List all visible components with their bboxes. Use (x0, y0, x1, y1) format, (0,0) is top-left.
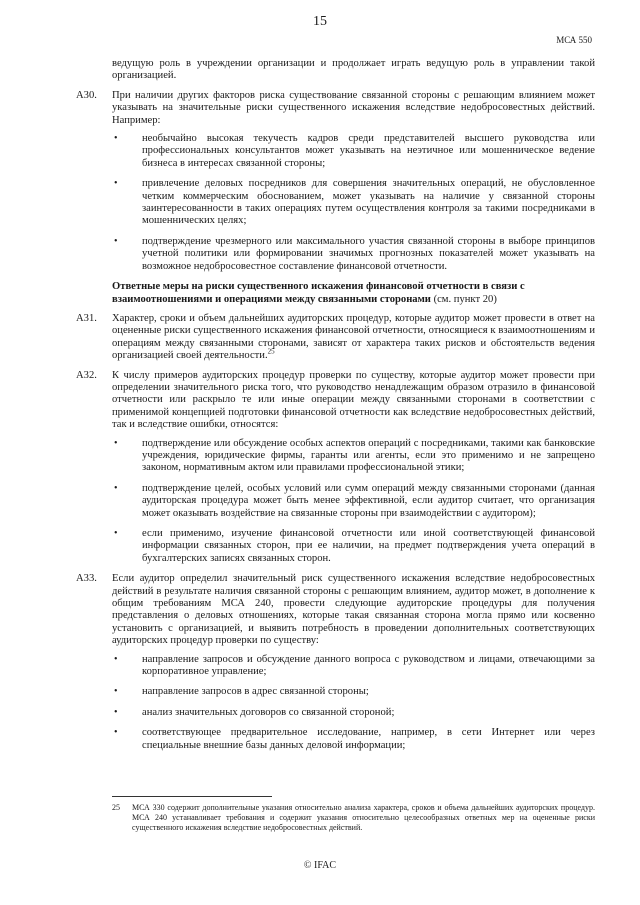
paragraph-a31 (76, 312, 595, 363)
page-number: 15 (313, 14, 327, 29)
document-body (76, 58, 595, 760)
bullet-list (112, 133, 595, 273)
bullet-icon: • (114, 482, 118, 494)
paragraph-number: A33. (76, 573, 97, 585)
paragraph-number: A32. (76, 369, 97, 381)
paragraph-text: К числу примеров аудиторских процедур проверки по существу, которые аудитор может провести при определении значительного риска того, что руководство ненадлежащим образом отразило в финансовой отчетности или раскрыло те или иные операции между связанными сторонами в соответствии с применимой концепцией подготовки финансовой отчетности как вследствие недобросовестных действий, так и вследствие ошибки, относятся: (112, 369, 595, 431)
paragraph-a32 (76, 369, 595, 566)
footnote-reference[interactable]: 25 (267, 347, 275, 356)
list-item: • привлечение деловых посредников для совершения значительных операций, не обусловленное четким коммерческим обоснованием, может указывать на наличие у связанной стороны заинтересованности в таких операциях путем осуществления контроля за такими посредниками в мошеннических целях; (114, 178, 595, 227)
bullet-icon: • (114, 133, 118, 145)
footnote-divider (112, 796, 272, 797)
paragraph-text: При наличии других факторов риска существование связанной стороны с решающим влиянием может указывать на значительные риски существенного искажения вследствие недобросовестных действий. Например: (112, 89, 595, 126)
paragraph-text: Если аудитор определил значительный риск существенного искажения вследствие недобросовестных действий в результате наличия связанной стороны с решающим влиянием, аудитор может, в дополнение к общим требованиям МСА 240, провести следующие аудиторские процедуры для получения представления о деловых отношениях, которые такая связанная сторона могла прямо или косвенно установить с организацией, и выявить потребность в проведении дополнительных соответствующих аудиторских процедур проверки по существу: (112, 573, 595, 647)
bullet-icon: • (114, 528, 118, 539)
list-item: • если применимо, изучение финансовой отчетности или иной соответствующей финансовой информации связанных сторон, при ее наличии, на предмет подтверждения учета операций в бухгалтерских записях связанных сторон. (114, 528, 595, 564)
list-item: • подтверждение или обсуждение особых аспектов операций с посредниками, такими как банковские учреждения, юридические фирмы, гаранты или агенты, если это применимо и не запрещено законом, нормативным актом или правилами профессиональной этики; (114, 437, 595, 474)
paragraph-number: A31. (76, 312, 97, 324)
section-heading: Ответные меры на риски существенного искажения финансовой отчетности в связи с взаимоотношениями и операциями между связанными сторонами (см. пункт 20) (112, 281, 525, 305)
document-code: МСА 550 (556, 35, 592, 45)
footnote-number: 25 (112, 803, 120, 812)
list-item: • подтверждение целей, особых условий или сумм операций между связанными сторонами (данная аудиторская процедура может быть менее эффективной, если аудитор считает, что организация может оказывать воздействие на связанные стороны при взаимодействии с аудитором); (114, 482, 595, 519)
bullet-icon: • (114, 706, 118, 718)
bullet-icon: • (114, 653, 118, 665)
bullet-list (112, 438, 595, 566)
bullet-list (112, 654, 595, 752)
bullet-icon: • (114, 686, 118, 698)
list-item: • направление запросов в адрес связанной стороны; (114, 686, 369, 698)
list-item: • подтверждение чрезмерного или максимального участия связанной стороны в выборе принципов учетной политики или формировании значимых прогнозных показателей может указывать на возможное недобросовестное составление финансовой отчетности. (114, 235, 595, 272)
intro-paragraph: ведущую роль в учреждении организации и продолжает играть ведущую роль в управлении такой организацией. (112, 58, 595, 82)
bullet-icon: • (114, 727, 118, 739)
list-item: • направление запросов и обсуждение данного вопроса с руководством и лицами, отвечающими за корпоративное управление; (114, 653, 595, 678)
bullet-icon: • (114, 178, 118, 190)
paragraph-text: Характер, сроки и объем дальнейших аудиторских процедур, которые аудитор может провести в ответ на оцененные риски существенного искажения финансовой отчетности, относящиеся к взаимоотношениям и операциям между связанными сторонами, зависят от характера таких рисков и обстоятельств ведения организацией своей деятельности.$^{25}$ (112, 312, 595, 362)
paragraph-number: A30. (76, 89, 97, 101)
list-item: • необычайно высокая текучесть кадров среди представителей высшего руководства или профессиональных консультантов может указывать на неэтичное или мошенническое ведение бизнеса в интересах связанной стороны; (114, 133, 595, 169)
copyright-footer: © IFAC (303, 860, 337, 871)
list-item: • анализ значительных договоров со связанной стороной; (114, 706, 395, 718)
bullet-icon: • (114, 437, 118, 449)
bullet-icon: • (114, 235, 118, 247)
footnote-text: МСА 330 содержит дополнительные указания относительно анализа характера, сроков и объема дальнейших аудиторских процедур. МСА 240 устанавливает требования и содержит указания относительно целесообразных ответных мер на оцененные риски существенного искажения вследствие недобросовестных действий. (132, 803, 595, 832)
list-item: • соответствующее предварительное исследование, например, в сети Интернет или через специальные внешние базы данных деловой информации; (114, 727, 595, 751)
footnote (112, 803, 595, 833)
paragraph-a30 (76, 89, 595, 273)
paragraph-a33 (76, 573, 595, 752)
